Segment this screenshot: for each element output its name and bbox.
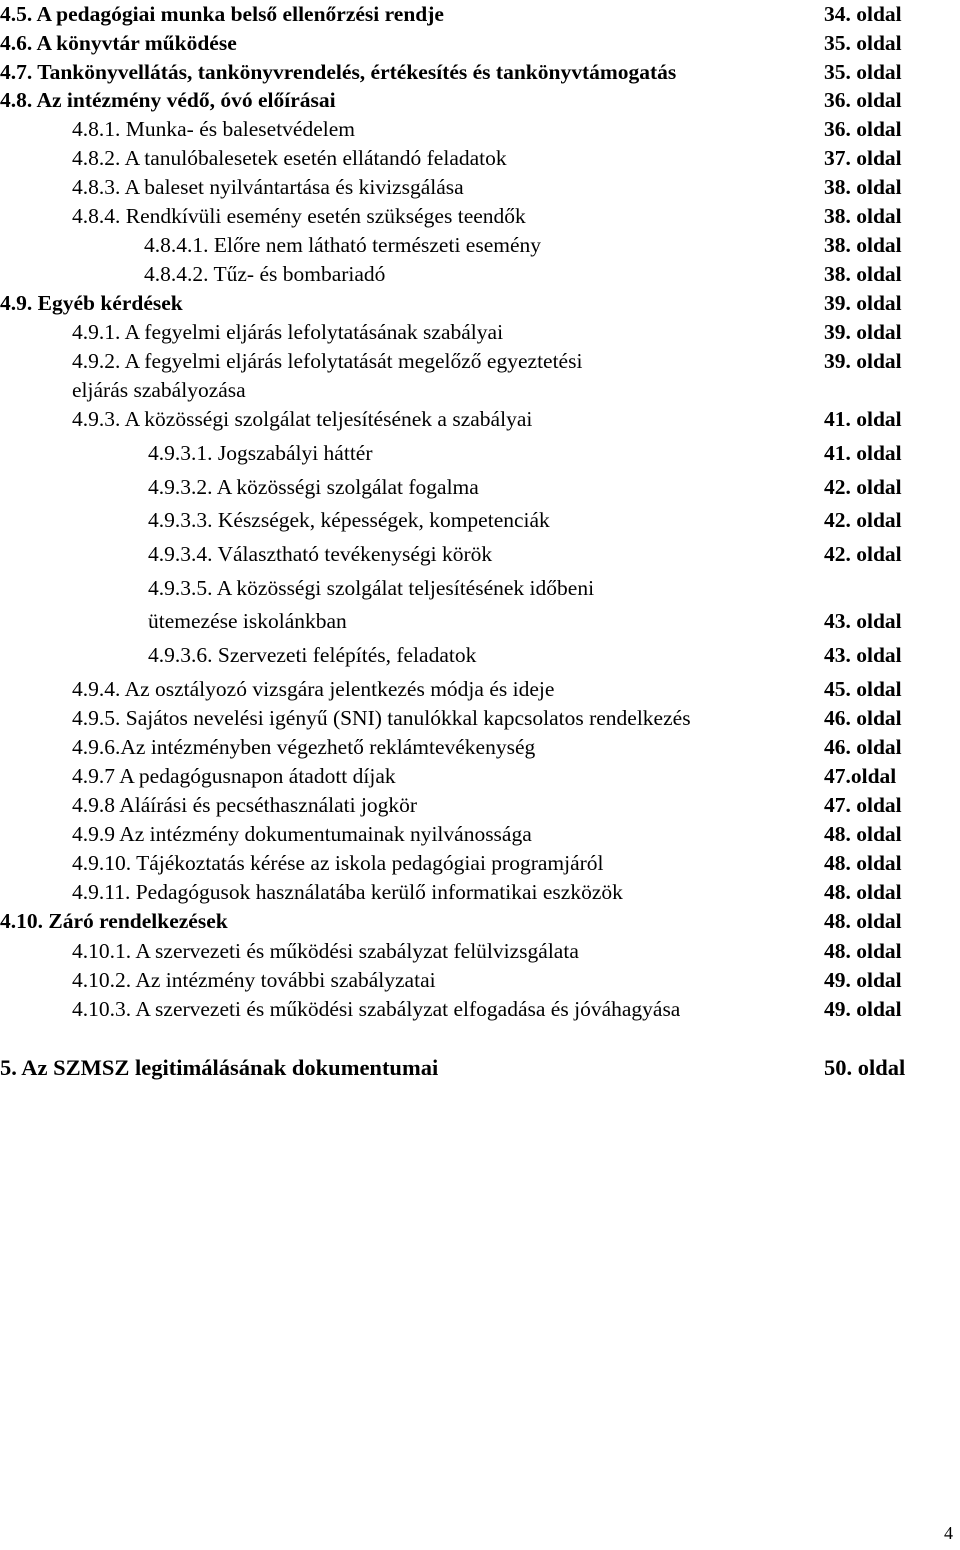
toc-entry — [0, 60, 960, 90]
toc-entry-title: 4.9.3.3. Készségek, képességek, kompetenciák — [148, 508, 550, 532]
toc-entry — [0, 146, 960, 176]
toc-entry-title: 4.9.2. A fegyelmi eljárás lefolytatását megelőző egyeztetési — [72, 349, 583, 373]
toc-entry-title: 4.10.3. A szervezeti és működési szabályzat elfogadása és jóváhagyása — [72, 997, 681, 1021]
toc-entry-page: 42. oldal — [824, 475, 902, 499]
toc-entry — [0, 576, 960, 644]
toc-entry-title: 4.9. Egyéb kérdések — [0, 291, 183, 315]
toc-entry-title: 4.8.1. Munka- és balesetvédelem — [72, 117, 355, 141]
toc-entry — [0, 31, 960, 61]
toc-entry — [0, 291, 960, 321]
toc-entry-page: 35. oldal — [824, 31, 902, 55]
toc-entry — [0, 909, 960, 939]
toc-entry-page: 49. oldal — [824, 968, 902, 992]
toc-entry-page: 43. oldal — [824, 609, 902, 633]
toc-entry — [0, 677, 960, 707]
toc-entry — [0, 851, 960, 881]
toc-entry-page: 48. oldal — [824, 822, 902, 846]
toc-entry — [0, 997, 960, 1027]
toc-entry-page: 43. oldal — [824, 643, 902, 667]
toc-entry-title: 4.5. A pedagógiai munka belső ellenőrzési rendje — [0, 2, 444, 26]
toc-entry-title: 4.8. Az intézmény védő, óvó előírásai — [0, 88, 336, 112]
toc-entry — [0, 262, 960, 292]
toc-entry-title: 4.9.9 Az intézmény dokumentumainak nyilvánossága — [72, 822, 532, 846]
toc-entry-title: 4.9.10. Tájékoztatás kérése az iskola pedagógiai programjáról — [72, 851, 604, 875]
toc-entry-page: 48. oldal — [824, 909, 902, 933]
toc-entry-page: 50. oldal — [824, 1055, 906, 1080]
page-number: 4 — [944, 1523, 953, 1543]
toc-entry-page: 47. oldal — [824, 793, 902, 817]
toc-entry — [0, 939, 960, 969]
toc-entry — [0, 822, 960, 852]
toc-entry — [0, 2, 960, 32]
toc-entry-page: 49. oldal — [824, 997, 902, 1021]
toc-entry-title: 4.9.6.Az intézményben végezhető reklámtevékenység — [72, 735, 536, 759]
toc-entry-title: 4.10.1. A szervezeti és működési szabályzat felülvizsgálata — [72, 939, 579, 963]
toc-entry-page: 36. oldal — [824, 88, 902, 112]
toc-entry-page: 48. oldal — [824, 851, 902, 875]
toc-entry — [0, 706, 960, 736]
toc-entry-page: 36. oldal — [824, 117, 902, 141]
toc-entry-page: 38. oldal — [824, 204, 902, 228]
toc-entry — [0, 968, 960, 998]
toc-entry-page: 42. oldal — [824, 542, 902, 566]
toc-entry-title: 4.7. Tankönyvellátás, tankönyvrendelés, értékesítés és tankönyvtámogatás — [0, 60, 677, 84]
toc-entry-title: 4.8.4. Rendkívüli esemény esetén szükséges teendők — [72, 204, 526, 228]
toc-entry-title: 4.9.3.2. A közösségi szolgálat fogalma — [148, 475, 479, 499]
toc-entry — [0, 880, 960, 910]
toc-entry-title: 4.6. A könyvtár működése — [0, 31, 237, 55]
toc-entry — [0, 475, 960, 505]
toc-entry-title: 4.8.3. A baleset nyilvántartása és kivizsgálása — [72, 175, 464, 199]
toc-entry-title: 4.9.3.6. Szervezeti felépítés, feladatok — [148, 643, 477, 667]
toc-entry-page: 38. oldal — [824, 262, 902, 286]
toc-entry-title: 4.9.4. Az osztályozó vizsgára jelentkezés módja és ideje — [72, 677, 555, 701]
toc-entry-title: 4.10. Záró rendelkezések — [0, 909, 228, 933]
toc-entry — [0, 542, 960, 572]
toc-entry-page: 38. oldal — [824, 233, 902, 257]
toc-entry-page: 48. oldal — [824, 880, 902, 904]
toc-entry-page: 37. oldal — [824, 146, 902, 170]
toc-entry-title: 4.9.5. Sajátos nevelési igényű (SNI) tanulókkal kapcsolatos rendelkezés — [72, 706, 691, 730]
toc-entry — [0, 204, 960, 234]
toc-entry-page: 42. oldal — [824, 508, 902, 532]
toc-entry-title-continued: ütemezése iskolánkban — [148, 609, 347, 633]
toc-entry-title: 4.9.3.1. Jogszabályi háttér — [148, 441, 373, 465]
toc-entry-page: 46. oldal — [824, 735, 902, 759]
toc-entry-page: 41. oldal — [824, 441, 902, 465]
toc-entry-title-continued: eljárás szabályozása — [72, 378, 246, 402]
toc-entry-page: 48. oldal — [824, 939, 902, 963]
toc-entry — [0, 407, 960, 437]
toc-entry-page: 46. oldal — [824, 706, 902, 730]
toc-entry-page: 35. oldal — [824, 60, 902, 84]
toc-entry-title: 4.9.8 Aláírási és pecséthasználati jogkör — [72, 793, 418, 817]
toc-entry — [0, 88, 960, 118]
toc-entry-page: 39. oldal — [824, 291, 902, 315]
toc-entry-title: 4.9.1. A fegyelmi eljárás lefolytatásának szabályai — [72, 320, 504, 344]
toc-entry — [0, 643, 960, 673]
toc-entry — [0, 117, 960, 147]
toc-entry — [0, 441, 960, 471]
toc-entry — [0, 793, 960, 823]
toc-entry — [0, 349, 960, 409]
toc-entry — [0, 320, 960, 350]
toc-entry-page: 39. oldal — [824, 320, 902, 344]
toc-entry — [0, 508, 960, 538]
toc-entry-title: 4.9.11. Pedagógusok használatába kerülő informatikai eszközök — [72, 880, 623, 904]
toc-entry-page: 39. oldal — [824, 349, 902, 373]
toc-entry — [0, 175, 960, 205]
toc-entry-page: 47.oldal — [824, 764, 897, 788]
toc-entry-title: 4.10.2. Az intézmény további szabályzatai — [72, 968, 436, 992]
toc-entry-page: 38. oldal — [824, 175, 902, 199]
toc-entry-title: 4.8.2. A tanulóbalesetek esetén ellátandó feladatok — [72, 146, 507, 170]
toc-entry-title: 4.9.7 A pedagógusnapon átadott díjak — [72, 764, 396, 788]
toc-entry-title: 4.8.4.1. Előre nem látható természeti esemény — [144, 233, 542, 257]
toc-entry-page: 41. oldal — [824, 407, 902, 431]
toc-entry-title: 5. Az SZMSZ legitimálásának dokumentumai — [0, 1055, 439, 1080]
toc-entry — [0, 735, 960, 765]
toc-entry-title: 4.9.3. A közösségi szolgálat teljesítésének a szabályai — [72, 407, 533, 431]
toc-entry-page: 45. oldal — [824, 677, 902, 701]
toc-entry — [0, 1056, 960, 1086]
toc-entry — [0, 764, 960, 794]
toc-entry-page: 34. oldal — [824, 2, 902, 26]
toc-entry-title: 4.9.3.5. A közösségi szolgálat teljesítésének időbeni — [148, 576, 595, 600]
toc-entry — [0, 233, 960, 263]
toc-entry-title: 4.9.3.4. Választható tevékenységi körök — [148, 542, 493, 566]
toc-entry-title: 4.8.4.2. Tűz- és bombariadó — [144, 262, 386, 286]
